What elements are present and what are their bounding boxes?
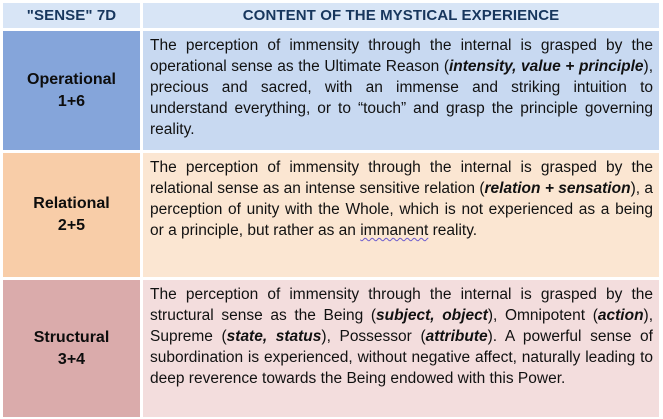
text-segment: attribute — [425, 328, 488, 345]
text-segment: action — [597, 307, 644, 324]
row-label-text: Operational — [27, 70, 116, 88]
row-content-operational — [143, 31, 659, 150]
text-segment: The perception of immensity through the internal is grasped by the relational sense as an intense sensitive relation ( — [150, 159, 653, 197]
text-segment: ), Omnipotent ( — [487, 307, 598, 324]
row-label-code: 1+6 — [57, 92, 86, 110]
text-segment: ), precious and sacred, with an immense and striking intuition to understand everything, or to “touch” and grasp the principle governing reality. — [150, 58, 654, 138]
row-label-code: 2+5 — [57, 217, 86, 234]
row-content-structural — [143, 280, 659, 417]
row-content-relational — [143, 153, 659, 277]
text-segment: ), Supreme ( — [150, 307, 654, 345]
header-cell-content: CONTENT OF THE MYSTICAL EXPERIENCE — [143, 3, 659, 28]
row-label-code: 3+4 — [57, 350, 86, 368]
text-segment: state, status — [226, 328, 322, 345]
header-cell-sense: "SENSE" 7D — [3, 3, 140, 28]
text-segment: ), Possessor ( — [321, 328, 426, 345]
text-segment: The perception of immensity through the internal is grasped by the structural sense as the Being ( — [150, 286, 653, 324]
text-segment: ). A powerful sense of subordination is experienced, without negative affect, naturally leading to deep reverence towards the Being endowed with this Power. — [150, 328, 653, 387]
row-label-operational — [3, 31, 140, 150]
text-segment: immanent — [360, 222, 429, 239]
row-label-structural — [3, 280, 140, 417]
text-segment: relation + sensation — [484, 180, 631, 197]
text-segment: ), a perception of unity with the Whole, which is not experienced as a being or a principle, but rather as an — [150, 180, 653, 239]
text-segment: The perception of immensity through the internal is grasped by the operational sense as the Ultimate Reason ( — [150, 37, 653, 75]
text-segment: intensity, value + principle — [449, 58, 644, 75]
text-segment: reality. — [428, 222, 478, 239]
row-label-text: Relational — [33, 195, 110, 212]
row-label-relational — [3, 153, 140, 277]
row-label-text: Structural — [33, 328, 110, 346]
text-segment: subject, object — [376, 307, 488, 324]
